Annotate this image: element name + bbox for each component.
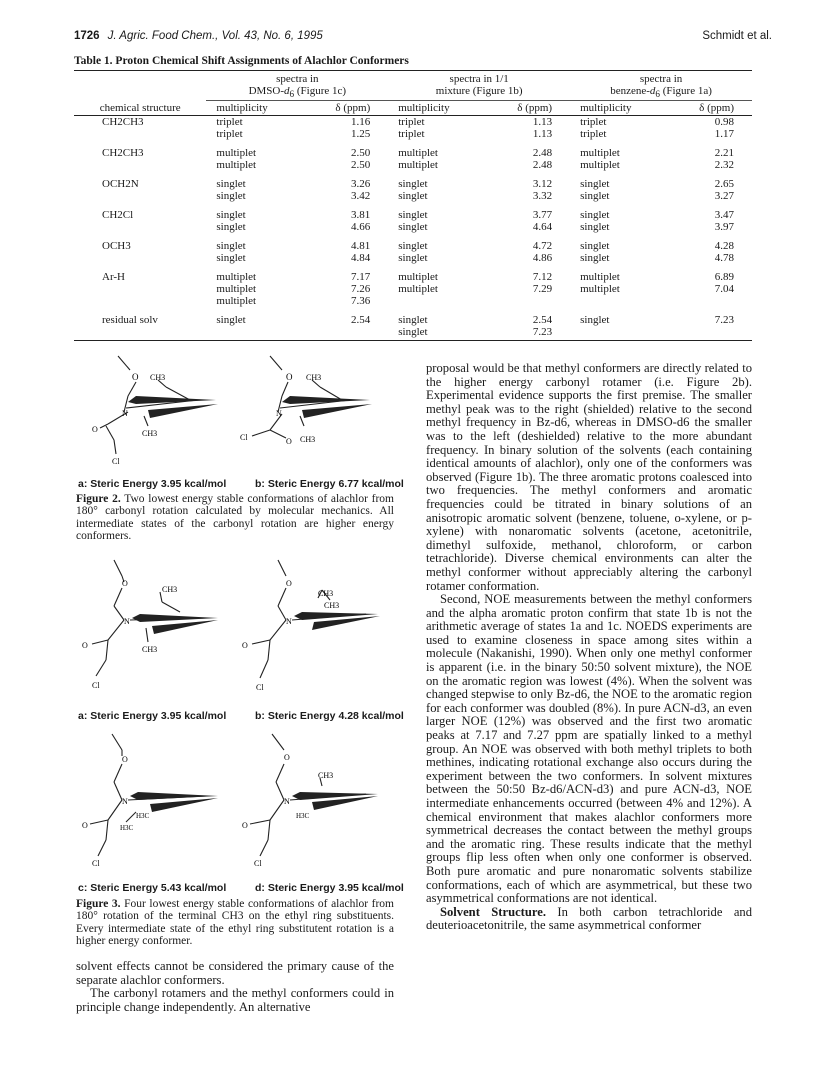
atom-oxygen: O [132, 372, 139, 382]
atom-oxygen: O [286, 372, 293, 382]
table-caption: Table 1. Proton Chemical Shift Assignments of Alachlor Conformers [74, 55, 409, 67]
atom-methyl: CH3 [300, 435, 316, 444]
multiplicity-cell: singlet [216, 252, 246, 265]
ppm-cell [486, 295, 571, 307]
col-ppm: δ (ppm) [304, 101, 389, 116]
atom-methyl: CH3 [142, 429, 158, 438]
multiplicity-cell: singlet [580, 209, 610, 222]
paragraph: solvent effects cannot be considered the primary cause of the separate alachlor conformers. [76, 959, 394, 987]
figure2-caption [76, 493, 394, 542]
figure3-structure-d [238, 730, 398, 878]
atom-methyl: CH3 [324, 601, 340, 610]
ppm-cell: 1.13 [532, 116, 553, 129]
table-row [74, 295, 752, 307]
multiplicity-cell: multiplet [580, 147, 620, 160]
multiplicity-cell [570, 295, 667, 307]
multiplicity-cell: triplet [580, 116, 607, 129]
atom-nitrogen: N [124, 617, 130, 626]
chemical-structure-cell [74, 283, 206, 295]
multiplicity-cell: singlet [216, 190, 246, 203]
atom-oxygen: O [122, 755, 128, 764]
multiplicity-cell: singlet [580, 221, 610, 234]
atom-nitrogen: N [286, 617, 292, 626]
multiplicity-cell: triplet [398, 128, 425, 141]
atom-chlorine: Cl [254, 859, 262, 868]
figure2-label-b: b: Steric Energy 6.77 kcal/mol [255, 478, 404, 490]
atom-oxygen: O [242, 641, 248, 650]
multiplicity-cell: singlet [216, 314, 246, 327]
group-header-benzene: benzene-$d_6$ (Figure 1a) [570, 85, 752, 101]
atom-methyl: CH3 [306, 373, 322, 382]
figure3-label-a: a: Steric Energy 3.95 kcal/mol [78, 710, 227, 722]
group-header-dmso: DMSO-$d_6$ (Figure 1c) [206, 85, 388, 101]
figure3-caption-head: Figure 3. [76, 898, 121, 910]
ppm-cell: 4.66 [351, 221, 371, 234]
ppm-cell: 1.16 [351, 116, 371, 129]
atom-chlorine: Cl [112, 457, 120, 466]
multiplicity-cell: multiplet [398, 147, 438, 160]
multiplicity-cell: triplet [216, 128, 243, 141]
chemical-structure-cell [74, 190, 206, 202]
paragraph: Second, NOE measurements between the methyl conformers and the alpha aromatic proton confirm that state 1b is not the arithmetic average of states 1a and 1c. NOEDS experiments are used to examine closeness in space among sites within a molecule (Nakanishi, 1990). When only one methyl conformer is apparent (i.e. in the binary 50:50 solvent mixture), the NOE on the aromatic region was lowest (4%). When the solvent was changed stepwise to only Bz-d6, the NOE to the aromatic region for each conformer was doubled (8%). In pure ACN-d3, an even larger NOE (12%) was observed and the first two aromatic peaks at 7.17 and 7.27 ppm are spatially linked to a methyl group. An NOE was observed with both methyl triplets to both methines, indicating rotational exchange also occurs during the experiment between the two conformers. In solvent mixtures between the 50:50 Bz-d6/ACN-d3) and pure ACN-d3, NOE intermediate enhancements occurred (between 4% and 12%). A chemical environment that makes alachlor conformers more symmetrical decreases the contact between the methyl groups and the aromatic ring. These results indicate that the methyl groups flip less often when only one conformer is observed. Both pure aromatic and pure nonaromatic solvents stabilize conformations, each of which are asymmetrical, but these two asymmetrical conformations are not identical. [426, 592, 752, 906]
multiplicity-cell: singlet [398, 221, 428, 234]
figure3-structure-b [238, 556, 398, 706]
atom-oxygen: O [286, 579, 292, 588]
col-ppm: δ (ppm) [667, 101, 752, 116]
group-header-line1: spectra in 1/1 [449, 73, 509, 85]
ppm-cell: 3.27 [714, 190, 734, 203]
table-row [74, 178, 752, 190]
atom-oxygen: O [284, 753, 290, 762]
atom-methyl: CH3 [318, 771, 334, 780]
multiplicity-cell: multiplet [216, 271, 257, 284]
multiplicity-cell [388, 295, 485, 307]
section-heading: Solvent Structure. [440, 904, 546, 919]
table-row [74, 209, 752, 221]
col-multiplicity: multiplicity [206, 101, 303, 116]
chemical-shift-table [74, 70, 752, 341]
group-header-line1: spectra in [639, 73, 683, 85]
chemical-structure-cell: Ar-H [102, 271, 125, 284]
ppm-cell [667, 326, 752, 338]
figure3-structure-c [78, 730, 238, 878]
paragraph: The carbonyl rotamers and the methyl conformers could in principle change independently. An alternative [76, 986, 394, 1014]
table-row [74, 283, 752, 295]
atom-oxygen: O [286, 437, 292, 446]
multiplicity-cell [570, 326, 667, 338]
ppm-cell: 2.48 [532, 159, 553, 172]
multiplicity-cell: triplet [398, 116, 425, 129]
table-row [74, 147, 752, 159]
atom-oxygen: O [122, 579, 128, 588]
ppm-cell: 7.23 [714, 314, 734, 327]
ppm-cell: 2.21 [714, 147, 734, 160]
left-column [76, 960, 394, 1014]
ppm-cell: 7.36 [351, 295, 371, 308]
atom-nitrogen: N [122, 797, 128, 806]
ppm-cell: 2.50 [351, 147, 371, 160]
figure2-caption-text: Two lowest energy stable conformations of alachlor from 180° carbonyl rotation calculated by molecular mechanics. All intermediate states of the carbonyl rotation are higher energy conformers. [76, 493, 394, 542]
figure2-label-a: a: Steric Energy 3.95 kcal/mol [78, 478, 227, 490]
ppm-cell: 7.04 [714, 283, 734, 296]
ppm-cell: 4.86 [532, 252, 553, 265]
atom-methyl-left: H3C [120, 824, 134, 832]
chemical-structure-cell: residual solv [102, 314, 158, 327]
multiplicity-cell: singlet [398, 326, 428, 339]
atom-oxygen: O [92, 425, 98, 434]
chemical-structure-cell [74, 221, 206, 233]
page-number: 1726 [74, 30, 100, 42]
multiplicity-cell: singlet [580, 240, 610, 253]
multiplicity-cell: singlet [398, 190, 428, 203]
ppm-cell: 4.81 [351, 240, 371, 253]
table-row [74, 190, 752, 202]
ppm-cell: 4.72 [532, 240, 553, 253]
ppm-cell: 3.42 [351, 190, 371, 203]
ppm-cell: 2.48 [532, 147, 553, 160]
atom-chlorine: Cl [256, 683, 264, 692]
ppm-cell: 2.65 [714, 178, 734, 191]
multiplicity-cell: multiplet [216, 147, 257, 160]
ppm-cell: 1.13 [532, 128, 553, 141]
chemical-structure-cell: CH2CH3 [102, 116, 144, 129]
atom-chlorine: Cl [92, 859, 100, 868]
multiplicity-cell: multiplet [580, 159, 620, 172]
multiplicity-cell: singlet [216, 221, 246, 234]
col-chemical-structure: chemical structure [74, 101, 206, 116]
ppm-cell: 3.12 [532, 178, 553, 191]
multiplicity-cell: singlet [398, 209, 428, 222]
multiplicity-cell: triplet [580, 128, 607, 141]
multiplicity-cell: singlet [580, 252, 610, 265]
col-ppm: δ (ppm) [486, 101, 571, 116]
group-header-line1: spectra in [276, 73, 319, 85]
table-row [74, 116, 752, 129]
multiplicity-cell: singlet [398, 240, 428, 253]
ppm-cell [667, 295, 752, 307]
multiplicity-cell: singlet [398, 252, 428, 265]
ppm-cell: 4.84 [351, 252, 371, 265]
table-row [74, 252, 752, 264]
multiplicity-cell: singlet [216, 209, 246, 222]
atom-methyl: CH3 [162, 585, 178, 594]
figure3-label-d: d: Steric Energy 3.95 kcal/mol [255, 882, 404, 894]
ppm-cell: 1.25 [351, 128, 371, 141]
col-multiplicity: multiplicity [570, 101, 667, 116]
table-row [74, 221, 752, 233]
table-row [74, 314, 752, 326]
multiplicity-cell: singlet [398, 178, 428, 191]
ppm-cell: 3.97 [714, 221, 734, 234]
atom-oxygen: O [82, 641, 88, 650]
figure3-label-b: b: Steric Energy 4.28 kcal/mol [255, 710, 404, 722]
figure2-structure-b [230, 352, 390, 470]
atom-methyl: CH3 [142, 645, 158, 654]
atom-oxygen: O [242, 821, 248, 830]
chemical-structure-cell [74, 128, 206, 140]
atom-chlorine: Cl [240, 433, 248, 442]
multiplicity-cell: multiplet [216, 159, 257, 172]
atom-methyl-left: H3C [296, 812, 310, 820]
ppm-cell: 2.54 [351, 314, 371, 327]
group-header-mixture: mixture (Figure 1b) [388, 85, 570, 101]
ppm-cell: 3.81 [351, 209, 371, 222]
atom-methyl: CH3 [318, 589, 334, 598]
ppm-cell: 3.32 [532, 190, 553, 203]
atom-methyl: CH3 [150, 373, 166, 382]
multiplicity-cell: multiplet [398, 271, 438, 284]
atom-methyl-left: H3C [136, 812, 150, 820]
atom-nitrogen: N [276, 409, 282, 418]
ppm-cell: 2.32 [714, 159, 734, 172]
running-header [74, 30, 772, 46]
ppm-cell: 7.23 [532, 326, 553, 339]
figure3-label-c: c: Steric Energy 5.43 kcal/mol [78, 882, 227, 894]
figure3-structure-a [78, 556, 238, 706]
ppm-cell: 4.78 [714, 252, 734, 265]
multiplicity-cell: multiplet [580, 283, 620, 296]
atom-nitrogen: N [122, 409, 128, 418]
right-column [426, 362, 752, 933]
multiplicity-cell: triplet [216, 116, 243, 129]
multiplicity-cell: singlet [398, 314, 428, 327]
multiplicity-cell: multiplet [216, 295, 257, 308]
ppm-cell: 7.17 [351, 271, 371, 284]
chemical-structure-cell [74, 252, 206, 264]
ppm-cell: 7.29 [532, 283, 553, 296]
ppm-cell: 4.64 [532, 221, 553, 234]
figure3-caption [76, 898, 394, 947]
ppm-cell: 6.89 [714, 271, 734, 284]
multiplicity-cell: singlet [580, 178, 610, 191]
ppm-cell: 7.26 [351, 283, 371, 296]
table-row [74, 128, 752, 140]
multiplicity-cell: singlet [580, 314, 610, 327]
chemical-structure-cell: OCH3 [102, 240, 131, 253]
multiplicity-cell: multiplet [398, 283, 438, 296]
table-row [74, 326, 752, 338]
table-row [74, 159, 752, 171]
ppm-cell: 2.50 [351, 159, 371, 172]
multiplicity-cell: multiplet [398, 159, 438, 172]
atom-nitrogen: N [284, 797, 290, 806]
multiplicity-cell: singlet [580, 190, 610, 203]
multiplicity-cell: multiplet [216, 283, 257, 296]
multiplicity-cell: multiplet [580, 271, 620, 284]
journal-citation: J. Agric. Food Chem., Vol. 43, No. 6, 1995 [107, 30, 323, 42]
atom-oxygen: O [82, 821, 88, 830]
multiplicity-cell [206, 326, 303, 338]
running-authors: Schmidt et al. [702, 30, 772, 42]
col-multiplicity: multiplicity [388, 101, 485, 116]
ppm-cell: 1.17 [714, 128, 734, 141]
ppm-cell: 4.28 [714, 240, 734, 253]
ppm-cell: 0.98 [714, 116, 734, 129]
table-row [74, 240, 752, 252]
ppm-cell: 3.26 [351, 178, 371, 191]
paragraph-text: In both carbon tetrachloride and deuterioacetonitrile, the same asymmetrical conformer [426, 904, 753, 933]
ppm-cell: 7.12 [532, 271, 553, 284]
paragraph: proposal would be that methyl conformers are directly related to the higher energy carbonyl rotamer (i.e. Figure 2b). Experimental evidence supports the first premise. The smaller methyl peak was to the right (shielded) relative to the second methyl frequency in Bz-d6, whereas in DMSO-d6 the smaller was to the left (deshielded) relative to the more abundant frequency. In binary solution of the solvents (each containing identical amounts of alachlor), only one of the conformers was observed (Figure 1b). The three aromatic protons coalesced into two frequencies. The methyl conformers and aromatic frequencies could be titrated in binary solutions of an anisotropic aromatic solvent (benzene, toluene, o-xylene, or p-xylene) with nonaromatic solvents (acetone, acetonitrile, dimethyl sulfoxide, methanol, chloroform, or carbon tetrachloride). Diverse chemical environments can alter the methyl conformer without appreciably altering the carbonyl rotamer conformation. [426, 361, 752, 593]
chemical-structure-cell [74, 295, 206, 307]
figure2-caption-head: Figure 2. [76, 493, 121, 505]
figure2-structure-a [78, 352, 238, 470]
chemical-structure-cell: OCH2N [102, 178, 139, 191]
table-row [74, 271, 752, 283]
ppm-cell: 2.54 [532, 314, 553, 327]
atom-chlorine: Cl [92, 681, 100, 690]
ppm-cell: 3.47 [714, 209, 734, 222]
ppm-cell: 3.77 [532, 209, 553, 222]
paragraph [426, 906, 752, 933]
figure3-caption-text: Four lowest energy stable conformations of alachlor from 180° rotation of the terminal CH3 on the ethyl ring substituents. Every intermediate state of the ethyl ring substitutent rotation is a higher energy conformer. [76, 898, 394, 947]
chemical-structure-cell: CH2CH3 [102, 147, 144, 160]
multiplicity-cell: singlet [216, 240, 246, 253]
chemical-structure-cell: CH2Cl [102, 209, 134, 222]
chemical-structure-cell [74, 159, 206, 171]
multiplicity-cell: singlet [216, 178, 246, 191]
chemical-structure-cell [74, 326, 206, 338]
ppm-cell [304, 326, 389, 338]
